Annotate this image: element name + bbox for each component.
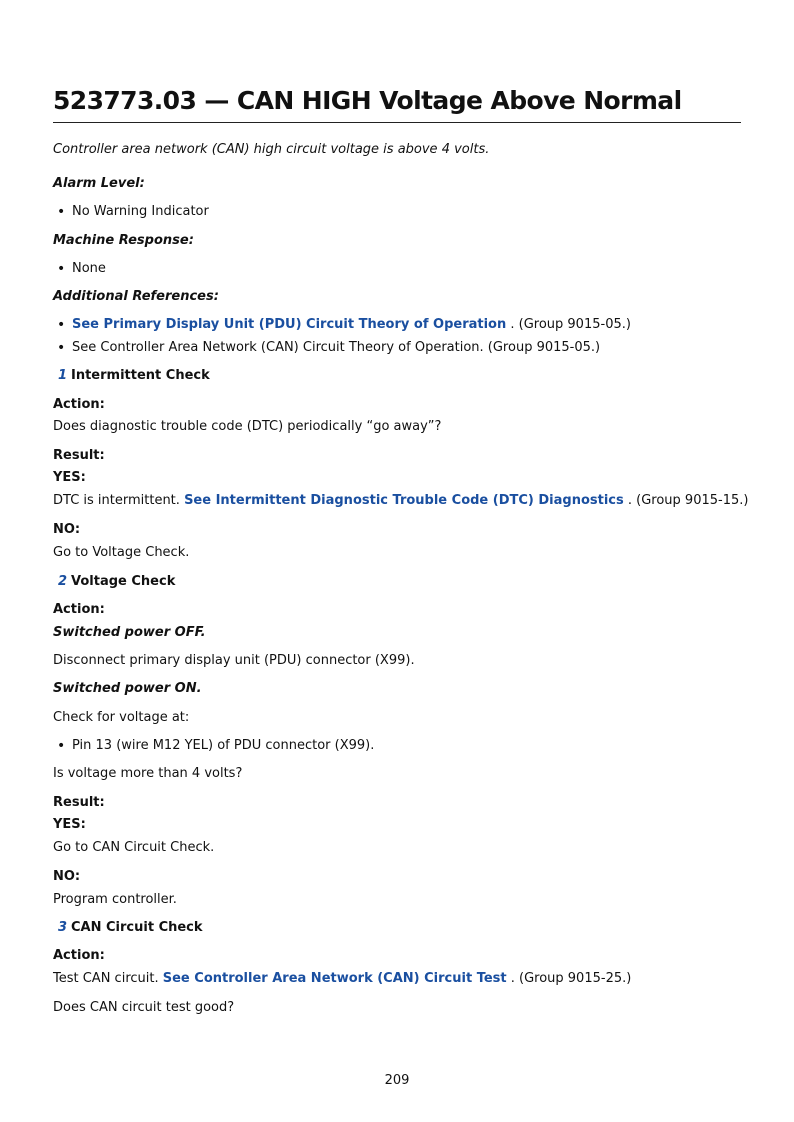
bullet-icon: • bbox=[57, 340, 66, 356]
step-2-yes-text: Go to CAN Circuit Check. bbox=[53, 840, 215, 855]
step-3-test-text bbox=[53, 971, 631, 987]
step-2-heading bbox=[53, 574, 175, 590]
bullet-icon: • bbox=[57, 204, 66, 220]
step-1-no-label: NO: bbox=[53, 522, 81, 537]
step-1-action-label: Action: bbox=[53, 397, 105, 412]
check-voltage-text: Check for voltage at: bbox=[53, 710, 190, 725]
step-2-title: Voltage Check bbox=[71, 574, 176, 589]
step-3-action-label: Action: bbox=[53, 948, 105, 963]
step-3-test-prefix: Test CAN circuit. bbox=[53, 971, 163, 986]
intermittent-dtc-link[interactable]: See Intermittent Diagnostic Trouble Code (DTC) Diagnostics bbox=[184, 493, 624, 508]
switched-power-on: Switched power ON. bbox=[53, 681, 202, 696]
page-title: 523773.03 — CAN HIGH Voltage Above Normal bbox=[53, 86, 682, 115]
pdu-theory-link[interactable]: See Primary Display Unit (PDU) Circuit Theory of Operation bbox=[72, 317, 507, 332]
check-voltage-item: Pin 13 (wire M12 YEL) of PDU connector (X99). bbox=[72, 738, 375, 753]
switched-power-off: Switched power OFF. bbox=[53, 625, 206, 640]
bullet-icon: • bbox=[57, 317, 66, 333]
disconnect-text: Disconnect primary display unit (PDU) connector (X99). bbox=[53, 653, 415, 668]
step-1-heading bbox=[53, 368, 210, 384]
can-circuit-test-link[interactable]: See Controller Area Network (CAN) Circuit Test bbox=[162, 971, 507, 986]
step-1-action-text: Does diagnostic trouble code (DTC) periodically “go away”? bbox=[53, 419, 442, 434]
step-3-test-suffix: . (Group 9015-25.) bbox=[506, 971, 632, 986]
step-3-title: CAN Circuit Check bbox=[71, 920, 203, 935]
alarm-level-item: No Warning Indicator bbox=[72, 204, 209, 219]
dtc-description: Controller area network (CAN) high circuit voltage is above 4 volts. bbox=[53, 142, 490, 157]
step-2-action-label: Action: bbox=[53, 602, 105, 617]
step-2-no-text: Program controller. bbox=[53, 892, 177, 907]
reference-item-pdu-suffix: . (Group 9015-05.) bbox=[506, 317, 631, 332]
step-2-number: 2 bbox=[57, 574, 67, 589]
bullet-icon: • bbox=[57, 738, 66, 754]
additional-references-heading: Additional References: bbox=[53, 289, 219, 304]
step-1-no-text: Go to Voltage Check. bbox=[53, 545, 190, 560]
step-2-result-label: Result: bbox=[53, 795, 105, 810]
reference-item-can: See Controller Area Network (CAN) Circuit Theory of Operation. (Group 9015-05.) bbox=[72, 340, 601, 355]
machine-response-heading: Machine Response: bbox=[53, 233, 194, 248]
reference-item-pdu bbox=[72, 317, 631, 333]
step-1-result-label: Result: bbox=[53, 448, 105, 463]
title-divider bbox=[53, 122, 741, 123]
step-3-heading bbox=[53, 920, 203, 936]
page-number: 209 bbox=[384, 1073, 410, 1088]
step-3-question: Does CAN circuit test good? bbox=[53, 1000, 235, 1015]
step-2-yes-label: YES: bbox=[53, 817, 86, 832]
step-1-number: 1 bbox=[57, 368, 67, 383]
step-1-title: Intermittent Check bbox=[71, 368, 210, 383]
step-1-yes-text bbox=[53, 493, 748, 509]
alarm-level-heading: Alarm Level: bbox=[53, 176, 145, 191]
step-1-yes-suffix: . (Group 9015-15.) bbox=[623, 493, 749, 508]
step-2-no-label: NO: bbox=[53, 869, 81, 884]
bullet-icon: • bbox=[57, 261, 66, 277]
step-1-yes-prefix: DTC is intermittent. bbox=[53, 493, 185, 508]
machine-response-item: None bbox=[72, 261, 106, 276]
step-2-question: Is voltage more than 4 volts? bbox=[53, 766, 243, 781]
step-3-number: 3 bbox=[57, 920, 67, 935]
step-1-yes-label: YES: bbox=[53, 470, 86, 485]
